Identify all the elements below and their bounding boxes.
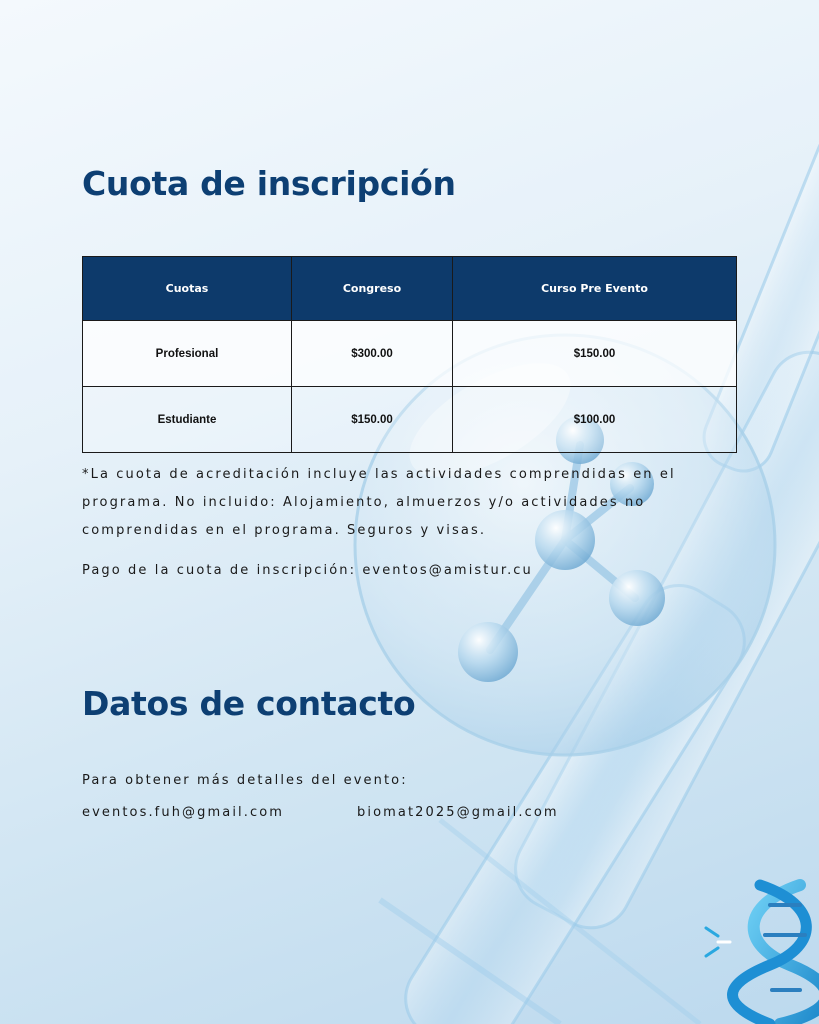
contact-email-link[interactable]: biomat2025@gmail.com [357, 805, 559, 820]
table-cell-course-fee: $100.00 [453, 387, 737, 453]
fee-section-title: Cuota de inscripción [82, 164, 456, 203]
table-cell-course-fee: $150.00 [453, 321, 737, 387]
contact-emails [82, 805, 682, 825]
fee-note-line: programa. No incluido: Alojamiento, almuerzos y/o actividades no [82, 495, 646, 510]
table-row [83, 387, 737, 453]
table-header-row [83, 257, 737, 321]
table-cell-category: Profesional [83, 321, 292, 387]
table-cell-congress-fee: $300.00 [292, 321, 453, 387]
column-header-curso-pre-evento: Curso Pre Evento [453, 257, 737, 321]
fee-note-line: comprendidas en el programa. Seguros y visas. [82, 523, 487, 538]
fee-note-line: *La cuota de acreditación incluye las actividades comprendidas en el [82, 467, 676, 482]
contact-intro: Para obtener más detalles del evento: [82, 773, 408, 788]
fee-table [82, 256, 737, 453]
table-cell-congress-fee: $150.00 [292, 387, 453, 453]
contact-email-link[interactable]: eventos.fuh@gmail.com [82, 805, 285, 820]
table-cell-category: Estudiante [83, 387, 292, 453]
column-header-congreso: Congreso [292, 257, 453, 321]
table-row [83, 321, 737, 387]
payment-info: Pago de la cuota de inscripción: eventos@amistur.cu [82, 563, 533, 578]
column-header-cuotas: Cuotas [83, 257, 292, 321]
contact-section-title: Datos de contacto [82, 684, 416, 723]
